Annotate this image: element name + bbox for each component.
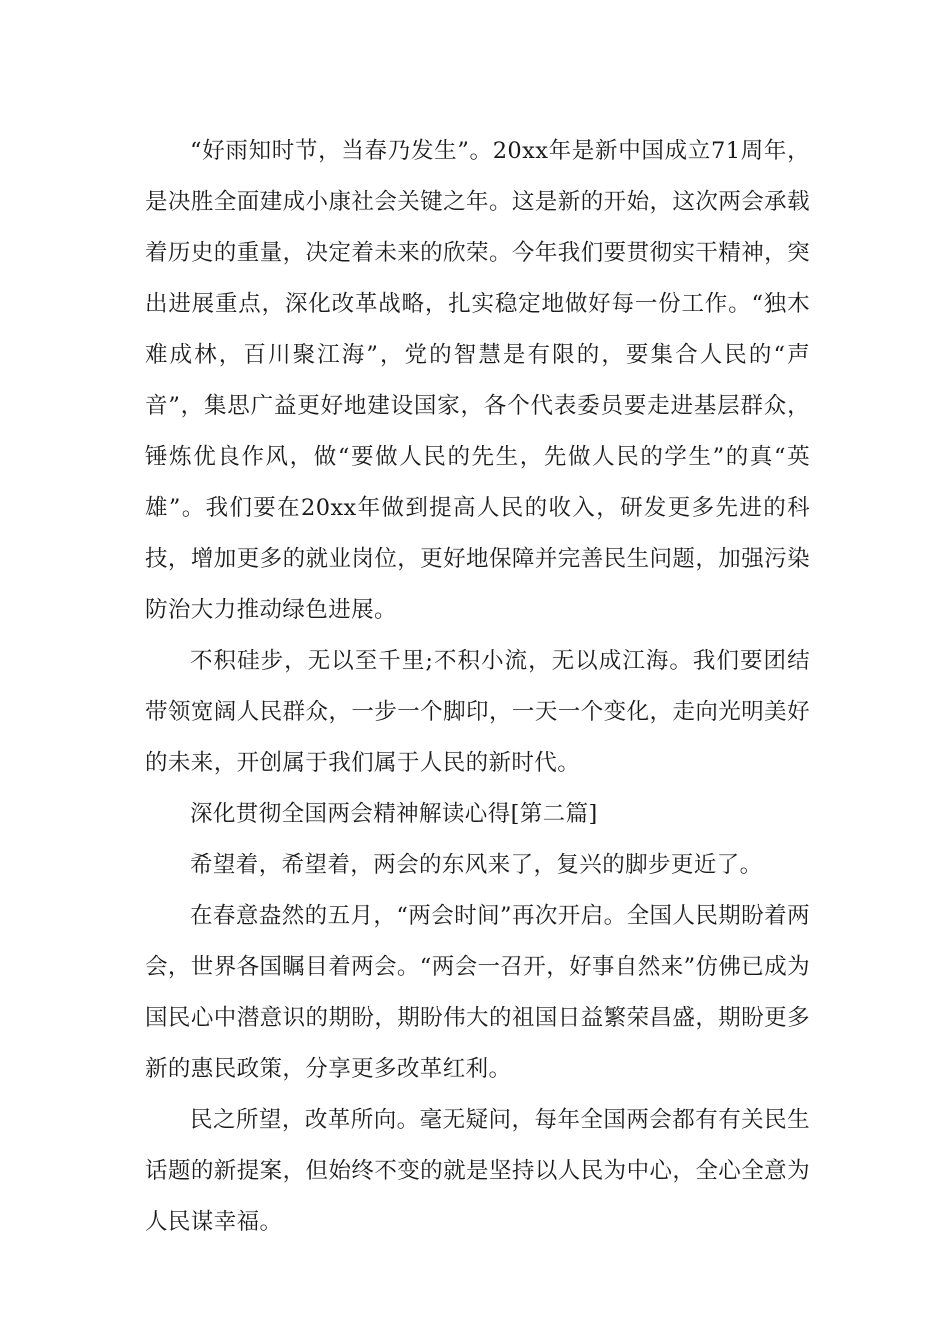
document-body <box>145 126 810 1248</box>
paragraph-step-by-step: 不积硅步，无以至千里;不积小流，无以成江海。我们要团结带领宽阔人民群众，一步一个脚印，一天一个变化，走向光明美好的未来，开创属于我们属于人民的新时代。 <box>145 648 810 776</box>
paragraph-peoples-wishes: 民之所望，改革所向。毫无疑问，每年全国两会都有有关民生话题的新提案，但始终不变的就是坚持以人民为中心，全心全意为人民谋幸福。 <box>145 1107 810 1235</box>
paragraph-spring-rain: “好雨知时节，当春乃发生”。20xx年是新中国成立71周年，是决胜全面建成小康社会关键之年。这是新的开始，这次两会承载着历史的重量，决定着未来的欣荣。今年我们要贯彻实干精神，突出进展重点，深化改革战略，扎实稳定地做好每一份工作。“独木难成林，百川聚江海”，党的智慧是有限的，要集合人民的“声音”，集思广益更好地建设国家，各个代表委员要走进基层群众，锤炼优良作风，做“要做人民的先生，先做人民的学生”的真“英雄”。我们要在20xx年做到提高人民的收入，研发更多先进的科技，增加更多的就业岗位，更好地保障并完善民生问题，加强污染防治大力推动绿色进展。 <box>145 138 810 623</box>
paragraph-hope: 希望着，希望着，两会的东风来了，复兴的脚步更近了。 <box>190 852 763 878</box>
section-heading-second-article: 深化贯彻全国两会精神解读心得[第二篇] <box>190 801 598 827</box>
paragraph-may-sessions: 在春意盎然的五月，“两会时间”再次开启。全国人民期盼着两会，世界各国瞩目着两会。“两会一召开，好事自然来”仿佛已成为国民心中潜意识的期盼，期盼伟大的祖国日益繁荣昌盛，期盼更多新的惠民政策，分享更多改革红利。 <box>145 903 811 1082</box>
